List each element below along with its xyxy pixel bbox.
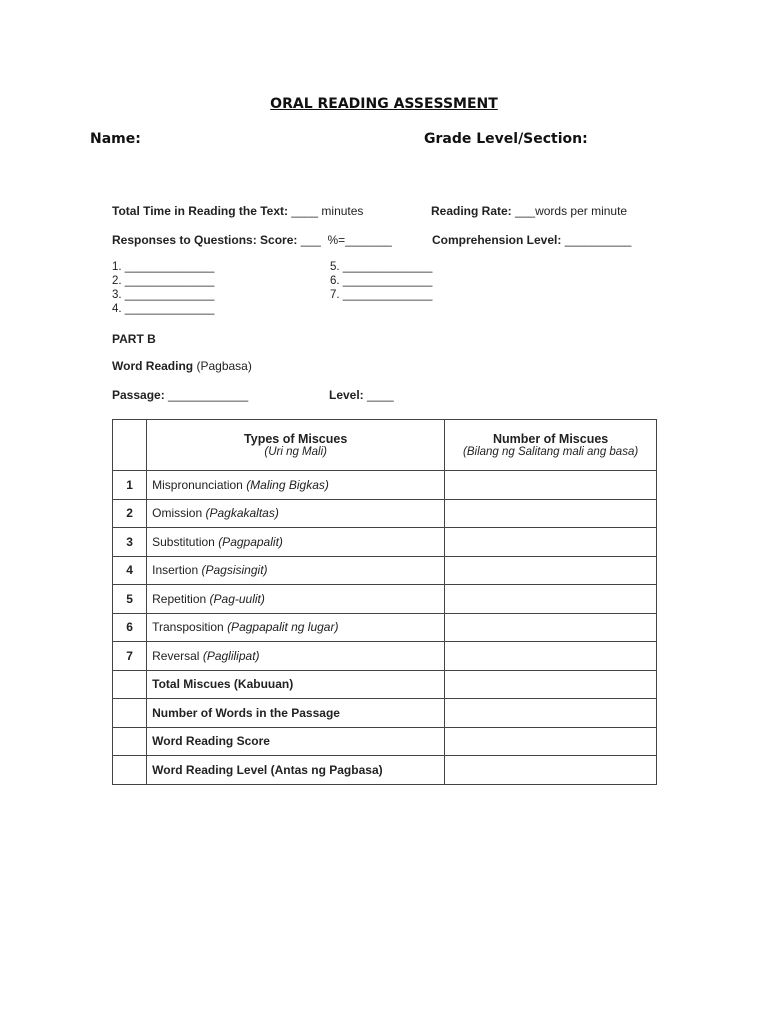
count-header-sub: (Bilang ng Salitang mali ang basa) [463, 446, 639, 458]
row-number: 7 [113, 642, 147, 671]
question-1: 1. ______________ [112, 261, 215, 273]
scanned-form [100, 190, 670, 790]
reading-rate-line [431, 204, 627, 218]
types-header-sub: (Uri ng Mali) [264, 446, 327, 458]
question-6: 6. ______________ [330, 275, 433, 287]
comprehension-label: Comprehension Level: [432, 233, 562, 247]
question-4: 4. ______________ [112, 303, 215, 315]
types-header [147, 420, 445, 471]
row-number [113, 727, 147, 756]
total-miscues-cell[interactable] [445, 670, 657, 699]
part-b-heading: PART B [112, 332, 156, 346]
question-2: 2. ______________ [112, 275, 215, 287]
reading-rate-blank: ___ [515, 204, 536, 218]
row-number: 5 [113, 585, 147, 614]
row-label: Mispronunciation (Maling Bigkas) [147, 471, 445, 500]
row-label: Substitution (Pagpapalit) [147, 528, 445, 557]
table-row [113, 471, 657, 500]
table-row [113, 528, 657, 557]
score-label: Score: [260, 233, 298, 247]
word-reading-level-label: Word Reading Level (Antas ng Pagbasa) [147, 756, 445, 785]
name-label: Name: [90, 131, 141, 147]
count-cell[interactable] [445, 613, 657, 642]
passage-label: Passage: [112, 388, 165, 402]
table-header-row [113, 420, 657, 471]
word-reading-level-cell[interactable] [445, 756, 657, 785]
row-label: Insertion (Pagsisingit) [147, 556, 445, 585]
count-cell[interactable] [445, 499, 657, 528]
count-cell[interactable] [445, 642, 657, 671]
row-number: 2 [113, 499, 147, 528]
word-reading-sub: (Pagbasa) [196, 359, 252, 373]
row-label: Reversal (Paglilipat) [147, 642, 445, 671]
question-5: 5. ______________ [330, 261, 433, 273]
percent-blank: _______ [345, 233, 392, 247]
responses-line [112, 233, 392, 247]
table-row [113, 613, 657, 642]
total-miscues-row [113, 670, 657, 699]
level-blank: ____ [367, 388, 394, 402]
word-reading-line [112, 359, 252, 373]
word-count-cell[interactable] [445, 699, 657, 728]
question-7: 7. ______________ [330, 289, 433, 301]
count-cell[interactable] [445, 528, 657, 557]
word-reading-score-label: Word Reading Score [147, 727, 445, 756]
level-label: Level: [329, 388, 364, 402]
passage-line [112, 388, 248, 402]
reading-rate-unit: words per minute [535, 204, 628, 218]
word-reading-level-row [113, 756, 657, 785]
comprehension-blank: __________ [564, 233, 632, 247]
table-row [113, 499, 657, 528]
row-label: Transposition (Pagpapalit ng lugar) [147, 613, 445, 642]
word-count-label: Number of Words in the Passage [147, 699, 445, 728]
table-row [113, 585, 657, 614]
row-number: 1 [113, 471, 147, 500]
score-blank: ___ [300, 233, 321, 247]
percent-label: %= [327, 233, 346, 247]
total-time-label: Total Time in Reading the Text: [112, 204, 289, 218]
total-time-unit: minutes [321, 204, 364, 218]
header-blank-cell [113, 420, 147, 471]
row-number [113, 670, 147, 699]
row-number: 3 [113, 528, 147, 557]
word-count-row [113, 699, 657, 728]
row-number [113, 699, 147, 728]
total-time-line [112, 204, 363, 218]
word-reading-score-cell[interactable] [445, 727, 657, 756]
row-label: Repetition (Pag-uulit) [147, 585, 445, 614]
row-number [113, 756, 147, 785]
passage-blank: ____________ [168, 388, 249, 402]
level-line [329, 388, 394, 402]
word-reading-score-row [113, 727, 657, 756]
responses-label: Responses to Questions: [112, 233, 257, 247]
table-row [113, 556, 657, 585]
row-number: 4 [113, 556, 147, 585]
page-title: ORAL READING ASSESSMENT [270, 96, 498, 112]
row-label: Omission (Pagkakaltas) [147, 499, 445, 528]
total-miscues-label: Total Miscues (Kabuuan) [147, 670, 445, 699]
count-cell[interactable] [445, 585, 657, 614]
reading-rate-label: Reading Rate: [431, 204, 512, 218]
count-cell[interactable] [445, 471, 657, 500]
count-header-label: Number of Miscues [492, 432, 609, 446]
question-3: 3. ______________ [112, 289, 215, 301]
grade-section-label: Grade Level/Section: [424, 131, 588, 147]
table-row [113, 642, 657, 671]
miscue-table [112, 419, 657, 785]
word-reading-label: Word Reading [112, 359, 194, 373]
comprehension-line [432, 233, 631, 247]
row-number: 6 [113, 613, 147, 642]
count-header [445, 420, 657, 471]
types-header-label: Types of Miscues [244, 432, 348, 446]
total-time-blank: ____ [291, 204, 319, 218]
count-cell[interactable] [445, 556, 657, 585]
